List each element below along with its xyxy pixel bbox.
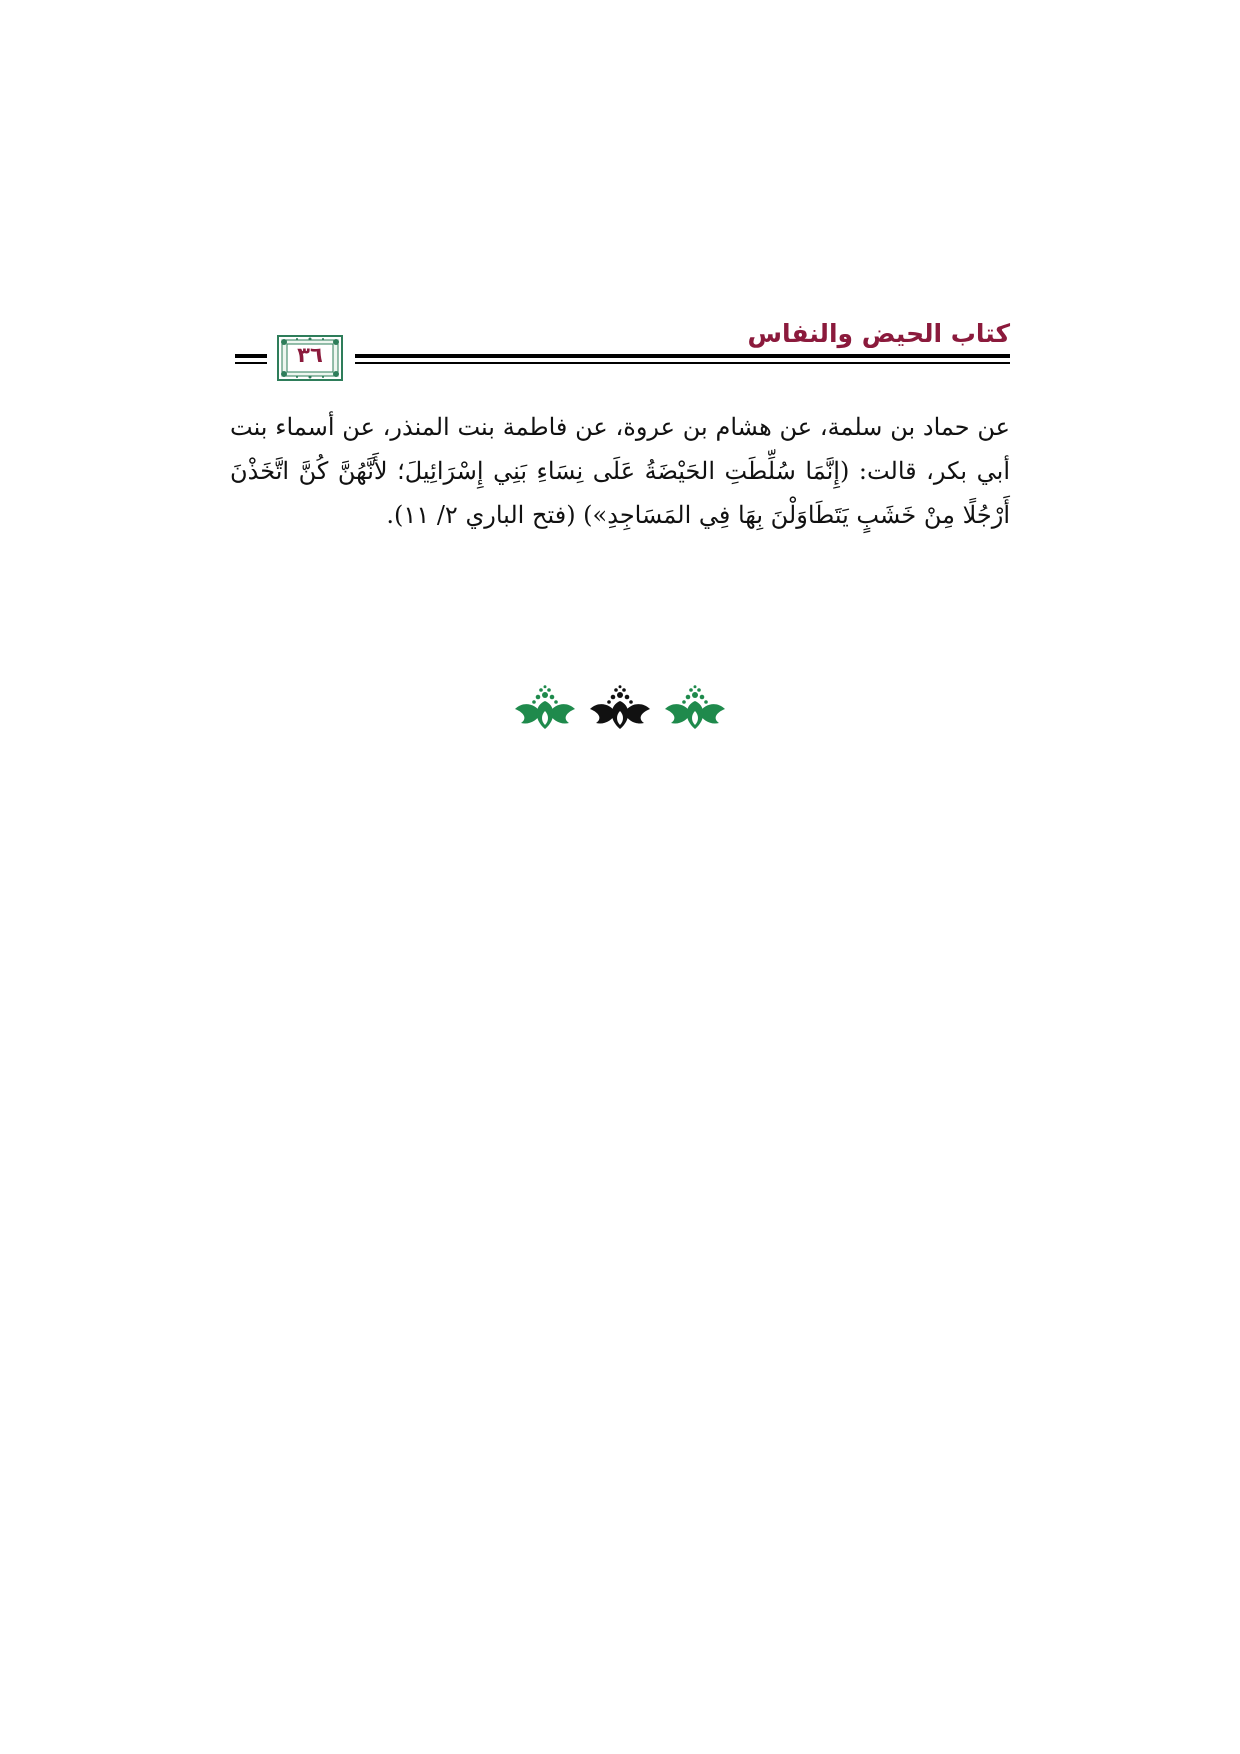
header-rule: [235, 351, 1010, 369]
running-title: كتاب الحيض والنفاس: [747, 319, 1010, 348]
header-rule-left: [235, 351, 267, 369]
page-number: ٣٦: [297, 343, 323, 367]
header-rule-main: [355, 351, 1010, 369]
body-paragraph: عن حماد بن سلمة، عن هشام بن عروة، عن فاطمة بنت المنذر، عن أسماء بنت أبي بكر، قالت: (إِنَّمَا سُلِّطَتِ الحَيْضَةُ عَلَى نِسَاءِ بَنِي إِسْرَائِيلَ؛ لأَنَّهُنَّ كُنَّ اتَّخَذْنَ أَرْجُلًا مِنْ خَشَبٍ يَتَطَاوَلْنَ بِهَا فِي المَسَاجِدِ») (فتح الباري ٢/ ١١).: [230, 413, 1010, 529]
page-number-badge: [277, 335, 343, 381]
floral-divider-icon: [515, 683, 725, 733]
page-header: [235, 315, 1010, 385]
